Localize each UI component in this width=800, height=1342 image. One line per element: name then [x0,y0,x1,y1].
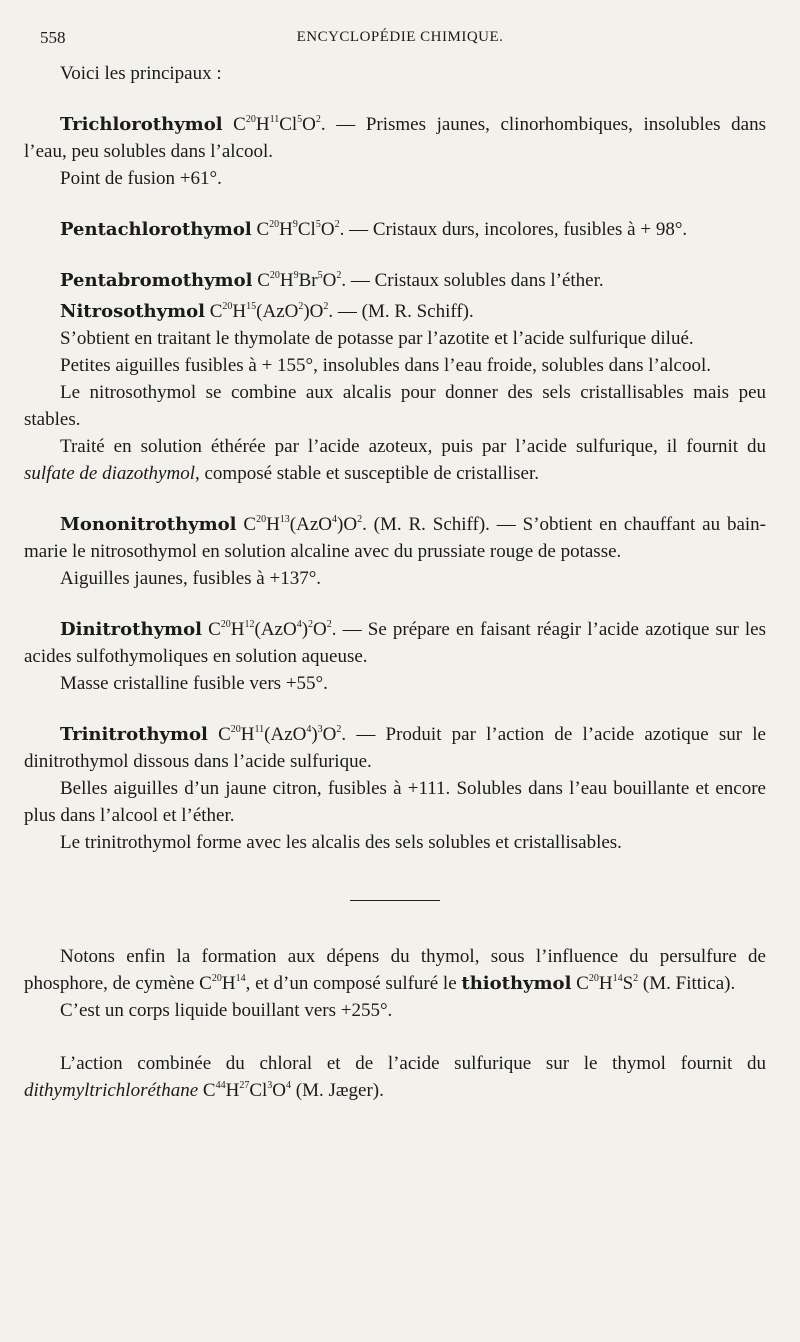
italic-term: sulfate de diazothymol [24,463,195,484]
entry-pentachlorothymol [24,216,766,243]
paragraph: Traité en solution éthérée par l’acide azoteux, puis par l’acide sulfurique, il fournit du sulfate de diazothymol, composé stable et susceptible de cristalliser. [24,436,766,484]
paragraph: Point de fusion +61°. [60,168,222,189]
formula: $C^{20}H^{12}(AzO^4)^2O^2$ [208,619,332,640]
intro-line: Voici les principaux : [60,63,222,84]
paragraph: Notons enfin la formation aux dépens du thymol, sous l’influence du persulfure de phosphore, de cymène $C^{20}H^{14}$, et d’un composé sulfuré le thiothymol $C^{20}H^{14}S^2$ (M. Fittica). [24,946,766,994]
paragraph: Masse cristalline fusible vers +55°. [60,673,328,694]
formula: $C^{20}H^{11}(AzO^4)^3O^2$ [218,724,342,745]
description: . — Cristaux solubles dans l’éther. [341,270,604,291]
compound-name: Nitrosothymol [60,301,205,322]
compound-name: Dinitrothymol [60,619,202,640]
formula: $C^{20}H^{14}$ [199,973,246,994]
italic-term: dithymyltrichloréthane [24,1080,199,1101]
formula: $C^{20}H^{13}(AzO^4)O^2$ [243,514,363,535]
entry-text [24,616,766,670]
entry-dinitrothymol [24,616,766,697]
compound-name: Pentabromothymol [60,270,253,291]
closing-notons [24,943,766,1024]
entry-mononitrothymol [24,511,766,592]
formula: $C^{20}H^{11}Cl^5O^2$ [233,114,321,135]
closing-chloral [24,1050,766,1104]
entry-text [24,721,766,775]
paragraph: S’obtient en traitant le thymolate de potasse par l’azotite et l’acide sulfurique dilué. [60,328,694,349]
description: . — (M. R. Schiff). [328,301,474,322]
page-body [24,60,766,1104]
entry-text [24,111,766,165]
paragraph: C’est un corps liquide bouillant vers +255°. [60,1000,393,1021]
compound-name: Pentachlorothymol [60,219,252,240]
entry-trichlorothymol [24,111,766,192]
entry-trinitrothymol [24,721,766,856]
entry-nitrosothymol [24,298,766,487]
compound-name: Trichlorothymol [60,114,223,135]
entry-text [24,216,766,243]
page-number: 558 [40,28,66,47]
formula: $C^{20}H^9Br^5O^2$ [257,270,342,291]
paragraph: Aiguilles jaunes, fusibles à +137°. [60,568,322,589]
paragraph: Le trinitrothymol forme avec les alcalis des sels solubles et cristallisables. [60,832,622,853]
page-header [0,28,800,52]
entry-text [24,511,766,565]
formula: $C^{20}H^9Cl^5O^2$ [256,219,340,240]
compound-name: Mononitrothymol [60,514,237,535]
compound-name: thiothymol [461,973,572,994]
entry-pentabromothymol [24,267,766,294]
description: . — Produit par l’action de l’acide azotique sur le dinitrothymol dissous dans l’acide sulfurique. [24,724,766,772]
formula: $C^{20}H^{15}(AzO^2)O^2$ [209,301,329,322]
paragraph: L’action combinée du chloral et de l’acide sulfurique sur le thymol fournit du dithymyltrichloréthane $C^{44}H^{27}Cl^3O^4$ (M. Jæger). [24,1053,766,1101]
description: . (M. R. Schiff). — S’obtient en chauffant au bain-marie le nitrosothymol en solution alcaline avec du prussiate rouge de potasse. [24,514,766,562]
formula: $C^{44}H^{27}Cl^3O^4$ [202,1080,291,1101]
description: . — Se prépare en faisant réagir l’acide azotique sur les acides sulfothymoliques en solution aqueuse. [24,619,767,667]
entry-text [24,298,766,325]
compound-name: Trinitrothymol [60,724,208,745]
description: . — Prismes jaunes, clinorhombiques, insolubles dans l’eau, peu solubles dans l’alcool. [24,114,766,162]
paragraph: Petites aiguilles fusibles à + 155°, insolubles dans l’eau froide, solubles dans l’alcool. [60,355,712,376]
paragraph: Le nitrosothymol se combine aux alcalis pour donner des sels cristallisables mais peu stables. [24,382,766,430]
running-title: ENCYCLOPÉDIE CHIMIQUE. [296,29,504,45]
entry-text [24,267,766,294]
formula: $C^{20}H^{14}S^2$ [576,973,639,994]
section-divider [350,900,440,901]
description: . — Cristaux durs, incolores, fusibles à + 98°. [339,219,688,240]
paragraph: Belles aiguilles d’un jaune citron, fusibles à +111. Solubles dans l’eau bouillante et encore plus dans l’alcool et l’éther. [24,778,766,826]
